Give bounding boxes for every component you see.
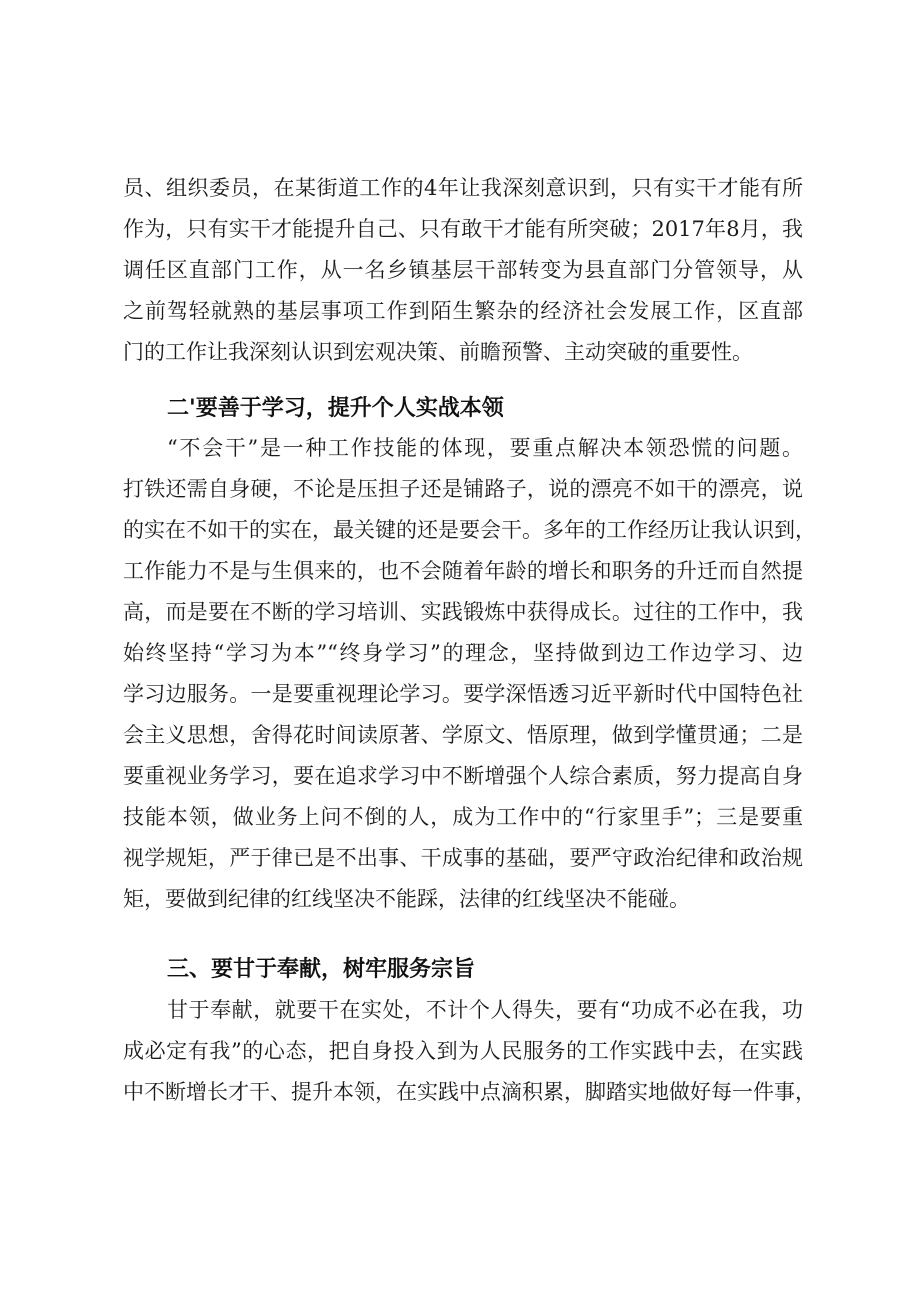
paragraph-2	[123, 428, 816, 920]
paragraph-line: 甘于奉献，就要干在实处，不计个人得失，要有“功成不必在我，功	[167, 998, 803, 1022]
paragraph-line: 矩，要做到纪律的红线坚决不能踩，法律的红线坚决不能碰。	[123, 887, 690, 911]
paragraph-3	[123, 990, 816, 1113]
paragraph-line: 高，而是要在不断的学习培训、实践锻炼中获得成长。过往的工作中，我	[123, 600, 803, 624]
paragraph-line: 要重视业务学习，要在追求学习中不断增强个人综合素质，努力提高自身	[123, 764, 803, 788]
paragraph-line: 之前驾轻就熟的基层事项工作到陌生繁杂的经济社会发展工作，区直部	[123, 299, 803, 323]
paragraph-line: 中不断增长才干、提升本领，在实践中点滴积累，脚踏实地做好每一件事，	[123, 1080, 816, 1104]
paragraph-line: 会主义思想，舍得花时间读原著、学原文、悟原理，做到学懂贯通；二是	[123, 723, 803, 747]
paragraph-line: 成必定有我”的心态，把自身投入到为人民服务的工作实践中去，在实践	[123, 1039, 803, 1063]
paragraph-line: 门的工作让我深刻认识到宏观决策、前瞻预警、主动突破的重要性。	[123, 340, 753, 364]
paragraph-line: 工作能力不是与生俱来的，也不会随着年龄的增长和职务的升迁而自然提	[123, 559, 803, 583]
section-heading-3: 三、要甘于奉献，树牢服务宗旨	[167, 957, 476, 982]
paragraph-line: 始终坚持“学习为本”“终身学习”的理念，坚持做到边工作边学习、边	[123, 641, 803, 665]
paragraph-line: 调任区直部门工作，从一名乡镇基层干部转变为县直部门分管领导，从	[123, 258, 803, 282]
paragraph-line: 技能本领，做业务上问不倒的人，成为工作中的“行家里手”；三是要重	[123, 805, 803, 829]
paragraph-line: “不会干”是一种工作技能的体现，要重点解决本领恐慌的问题。	[167, 436, 803, 460]
paragraph-line: 作为，只有实干才能提升自己、只有敢干才能有所突破；2017年8月，我	[123, 217, 803, 241]
paragraph-1	[123, 168, 803, 373]
paragraph-line: 员、组织委员，在某街道工作的4年让我深刻意识到，只有实干才能有所	[123, 176, 803, 200]
paragraph-line: 学习边服务。一是要重视理论学习。要学深悟透习近平新时代中国特色社	[123, 682, 803, 706]
paragraph-line: 的实在不如干的实在，最关键的还是要会干。多年的工作经历让我认识到，	[123, 518, 816, 542]
paragraph-line: 视学规矩，严于律已是不出事、干成事的基础，要严守政治纪律和政治规	[123, 846, 803, 870]
paragraph-line: 打铁还需自身硬，不论是压担子还是铺路子，说的漂亮不如干的漂亮，说	[123, 477, 803, 501]
section-heading-2: 二'要善于学习，提升个人实战本领	[167, 396, 504, 421]
